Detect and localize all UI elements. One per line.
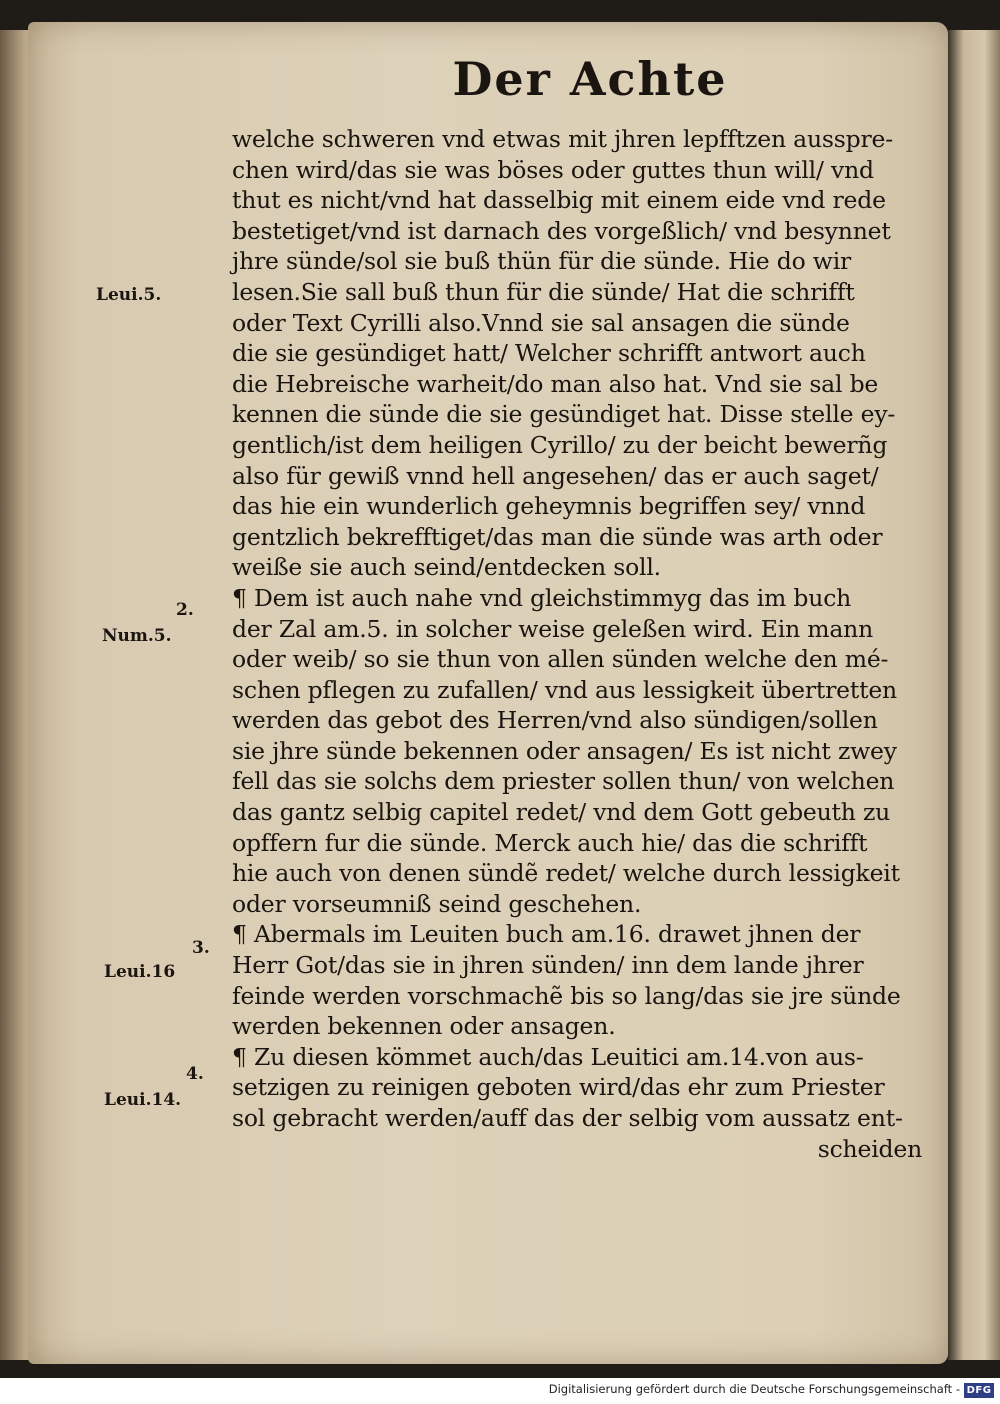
text-line: jhre sünde/sol sie buß thün für die sünde. Hie do wir (232, 247, 852, 276)
text-line: das hie ein wunderlich geheymnis begriffen sey/ vnnd (232, 492, 866, 521)
text-line: oder weib/ so sie thun von allen sünden welche den mé- (232, 645, 889, 674)
text-line: die Hebreische warheit/do man also hat. Vnd sie sal be (232, 369, 879, 398)
text-line: ¶ Dem ist auch nahe vnd gleichstimmyg das im buch (232, 583, 852, 612)
text-line: oder Text Cyrilli also.Vnnd sie sal ansagen die sünde (232, 308, 850, 337)
margin-note-leui-14: Leui.14. (104, 1090, 182, 1110)
text-line: sol gebracht werden/auff das der selbig vom aussatz ent- (232, 1104, 903, 1132)
footer-bar (0, 1378, 1000, 1404)
text-line: werden das gebot des Herren/vnd also sündigen/sollen (232, 706, 878, 735)
margin-note-number-4: 4. (186, 1064, 204, 1084)
text-line: kennen die sünde die sie gesündiget hat. Disse stelle ey- (232, 400, 896, 429)
text-line: chen wird/das sie was böses oder guttes thun will/ vnd (232, 155, 874, 184)
text-line: Herr Got/das sie in jhren sünden/ inn dem lande jhrer (232, 951, 864, 980)
body-text (232, 124, 922, 1164)
running-head: Der Achte (452, 52, 728, 106)
text-line: welche schweren vnd etwas mit jhren lepfftzen ausspre- (232, 125, 893, 153)
text-line: weiße sie auch seind/entdecken soll. (232, 553, 661, 582)
margin-note-num-5: Num.5. (102, 626, 172, 646)
text-line: schen pflegen zu zufallen/ vnd aus lessigkeit übertretten (232, 675, 897, 704)
text-line: der Zal am.5. in solcher weise geleßen wird. Ein mann (232, 614, 874, 643)
dfg-logo: DFG (964, 1383, 994, 1398)
text-line: gentzlich bekrefftiget/das man die sünde was arth oder (232, 522, 883, 551)
text-line: gentlich/ist dem heiligen Cyrillo/ zu der beicht bewerñg (232, 430, 888, 459)
margin-note-leui-5: Leui.5. (96, 285, 162, 305)
funding-notice: Digitalisierung gefördert durch die Deutsche Forschungsgemeinschaft - (548, 1382, 960, 1396)
text-line: werden bekennen oder ansagen. (232, 1012, 616, 1041)
text-line: setzigen zu reinigen geboten wird/das ehr zum Priester (232, 1073, 885, 1102)
text-line: opffern fur die sünde. Merck auch hie/ das die schrifft (232, 828, 868, 857)
text-line: lesen.Sie sall buß thun für die sünde/ Hat die schrifft (232, 277, 855, 306)
text-line: ¶ Zu diesen kömmet auch/das Leuitici am.14.von aus- (232, 1042, 864, 1071)
text-line: thut es nicht/vnd hat dasselbig mit einem eide vnd rede (232, 186, 886, 215)
text-line: feinde werden vorschmachẽ bis so lang/das sie jre sünde (232, 981, 901, 1010)
text-line: das gantz selbig capitel redet/ vnd dem Gott gebeuth zu (232, 798, 891, 827)
text-line: oder vorseumniß seind geschehen. (232, 889, 642, 918)
text-line: hie auch von denen sündẽ redet/ welche durch lessigkeit (232, 859, 900, 888)
right-page-edge (948, 30, 1000, 1360)
margin-note-number-3: 3. (192, 938, 210, 958)
text-line: die sie gesündiget hatt/ Welcher schrifft antwort auch (232, 339, 866, 368)
catchword: scheiden (817, 1134, 922, 1163)
text-line: bestetiget/vnd ist darnach des vorgeßlich/ vnd besynnet (232, 216, 891, 245)
text-line: sie jhre sünde bekennen oder ansagen/ Es ist nicht zwey (232, 736, 897, 765)
text-line: fell das sie solchs dem priester sollen thun/ von welchen (232, 767, 895, 796)
text-line: also für gewiß vnnd hell angesehen/ das er auch saget/ (232, 461, 879, 490)
margin-note-number-2: 2. (176, 600, 194, 620)
text-line: ¶ Abermals im Leuiten buch am.16. drawet jhnen der (232, 920, 861, 949)
margin-note-leui-16: Leui.16 (104, 962, 176, 982)
